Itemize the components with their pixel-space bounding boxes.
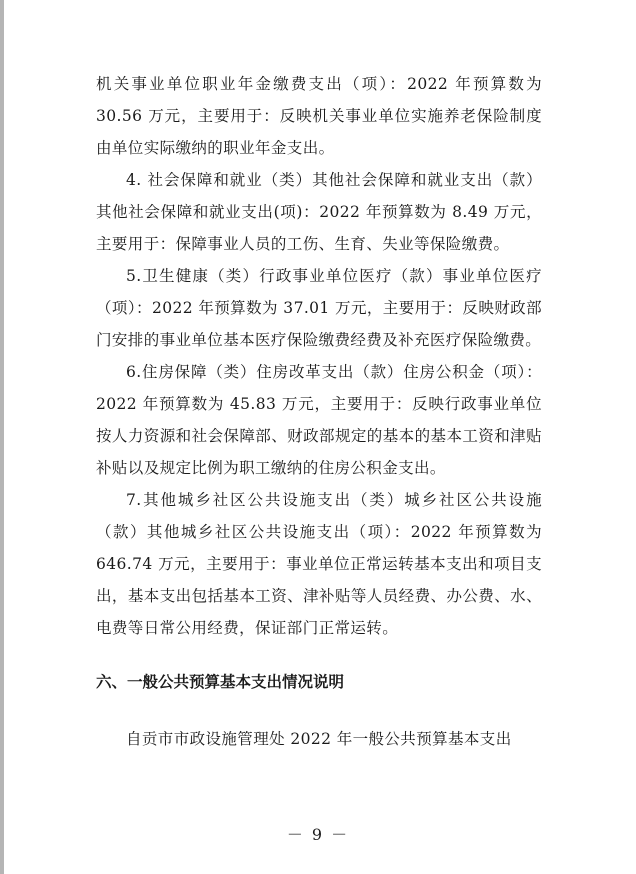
page-left-border	[0, 0, 4, 874]
paragraph-health: 5.卫生健康（类）行政事业单位医疗（款）事业单位医疗（项）：2022 年预算数为 37.01 万元，主要用于：反映财政部门安排的事业单位基本医疗保险缴费经费及补充医疗保险缴费。	[96, 267, 542, 349]
paragraph-pension-annuity: 机关事业单位职业年金缴费支出（项）：2022 年预算数为 30.56 万元，主要用于：反映机关事业单位实施养老保险制度由单位实际缴纳的职业年金支出。	[96, 75, 542, 157]
page-number: － 9 －	[286, 825, 350, 844]
paragraph-urban-rural: 7.其他城乡社区公共设施支出（类）城乡社区公共设施（款）其他城乡社区公共设施支出（项）：2022 年预算数为 646.74 万元，主要用于：事业单位正常运转基本支出和项目支出，基本支出包括基本工资、津补贴等人员经费、办公费、水、电费等日常公用经费，保证部门正常运转。	[96, 491, 542, 637]
section-heading: 六、一般公共预算基本支出情况说明	[96, 673, 345, 691]
paragraph-housing: 6.住房保障（类）住房改革支出（款）住房公积金（项）：2022 年预算数为 45.83 万元，主要用于：反映行政事业单位按人力资源和社会保障部、财政部规定的基本的基本工资和津贴补贴以及规定比例为职工缴纳的住房公积金支出。	[96, 363, 542, 477]
paragraph-social-security: 4. 社会保障和就业（类）其他社会保障和就业支出（款）其他社会保障和就业支出(项)：2022 年预算数为 8.49 万元，主要用于：保障事业人员的工伤、生育、失业等保险缴费。	[96, 171, 542, 253]
paragraph-basic-expenditure: 自贡市市政设施管理处 2022 年一般公共预算基本支出	[126, 730, 512, 748]
document-body	[96, 68, 542, 755]
